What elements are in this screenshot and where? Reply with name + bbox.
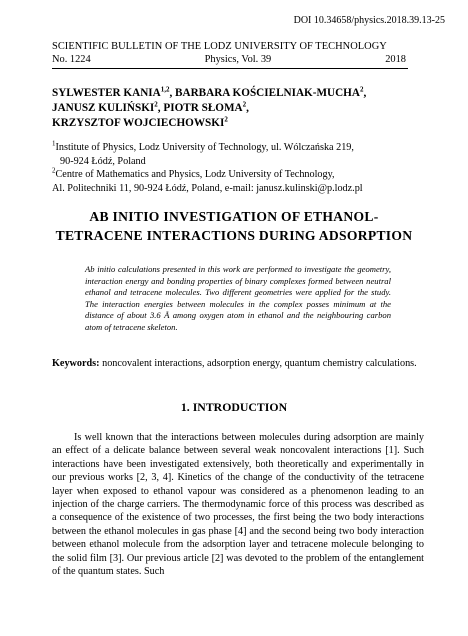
author-separator: , xyxy=(157,102,164,115)
affiliation-text: Institute of Physics, Lodz University of Technology, ul. Wólczańska 219, xyxy=(55,142,354,153)
header-rule xyxy=(52,68,408,69)
author-name: KRZYSZTOF WOJCIECHOWSKI xyxy=(52,117,225,130)
affiliations xyxy=(52,141,424,195)
introduction-body xyxy=(52,431,424,578)
affiliation-1-cont: 90-924 Łódź, Poland xyxy=(60,155,146,167)
affiliation-1 xyxy=(52,141,424,155)
affiliation-mark: 1 xyxy=(52,139,56,148)
issue-number: No. 1224 xyxy=(52,54,91,65)
author-affil-mark: 2 xyxy=(224,115,228,124)
author-affil-mark: 1,2 xyxy=(160,85,170,94)
keywords-label: Keywords: xyxy=(52,358,100,369)
issue-volume: Physics, Vol. 39 xyxy=(204,54,272,65)
section-heading: 1. INTRODUCTION xyxy=(180,400,288,414)
title-line: AB INITIO INVESTIGATION OF ETHANOL- xyxy=(89,209,379,224)
issue-year: 2018 xyxy=(385,54,406,65)
journal-name: SCIENTIFIC BULLETIN OF THE LODZ UNIVERSITY OF TECHNOLOGY xyxy=(52,41,387,52)
issue-info xyxy=(52,54,406,65)
author-name: JANUSZ KULIŃSKI xyxy=(52,102,155,115)
author-separator: , xyxy=(246,102,249,115)
affiliation-2-cont: Al. Politechniki 11, 90-924 Łódź, Poland, e-mail: janusz.kulinski@p.lodz.pl xyxy=(52,182,363,194)
author-line xyxy=(52,116,422,131)
affiliation-2 xyxy=(52,168,424,182)
paper-title xyxy=(46,207,422,245)
keywords-text: noncovalent interactions, adsorption energy, quantum chemistry calculations. xyxy=(99,358,417,369)
doi-header: DOI 10.34658/physics.2018.39.13-25 xyxy=(293,15,445,26)
author-name: SYLWESTER KANIA xyxy=(52,87,161,99)
author-affil-mark: 2 xyxy=(359,85,364,94)
author-line xyxy=(52,86,422,101)
author-affil-mark: 2 xyxy=(154,100,158,109)
author-separator: , xyxy=(169,87,176,99)
author-line xyxy=(52,101,422,116)
title-line: TETRACENE INTERACTIONS DURING ADSORPTION xyxy=(55,228,413,243)
abstract: Ab initio calculations presented in this work are performed to investigate the geometry, interaction energy and bonding properties of binary complexes formed between neutral ethanol and tetracene molecules. Two different geometries were applied for the study. The interaction energies between molecules in the complex posses minimum at the distance of about 3.6 Å among oxygen atom in ethanol and the neighbouring carbon atom of tetracene skeleton. xyxy=(85,264,391,332)
affiliation-mark: 2 xyxy=(52,166,56,175)
author-name: PIOTR SŁOMA xyxy=(163,102,243,115)
keywords xyxy=(52,357,424,370)
affiliation-text: Centre of Mathematics and Physics, Lodz University of Technology, xyxy=(55,169,335,181)
author-separator: , xyxy=(363,87,367,99)
author-name: BARBARA KOŚCIELNIAK-MUCHA xyxy=(175,87,360,99)
author-affil-mark: 2 xyxy=(242,100,247,109)
body-paragraph: Is well known that the interactions between molecules during adsorption are mainly an effect of a delicate balance between several weak noncovalent interactions [1]. Such interactions have been investigated extensively, both theoretically and experimentally in our previous works [2, 3, 4]. Kinetics of the change of the conductivity of the tetracene layer when exposed to ethanol vapour was considered as a phenomenon leading to an injection of the charge carriers. The thermodynamic force of this process was described as a consequence of the existence of two processes, the first being the two body interactions between the ethanol molecules in gas phase [4] and the second being two body interaction between ethanol molecule from the adsorption layer and tetracene molecule belonging to the solid film [3]. Our previous article [2] was devoted to the problem of the entanglement of the quantum states. Such xyxy=(52,432,424,578)
author-list xyxy=(52,86,422,132)
